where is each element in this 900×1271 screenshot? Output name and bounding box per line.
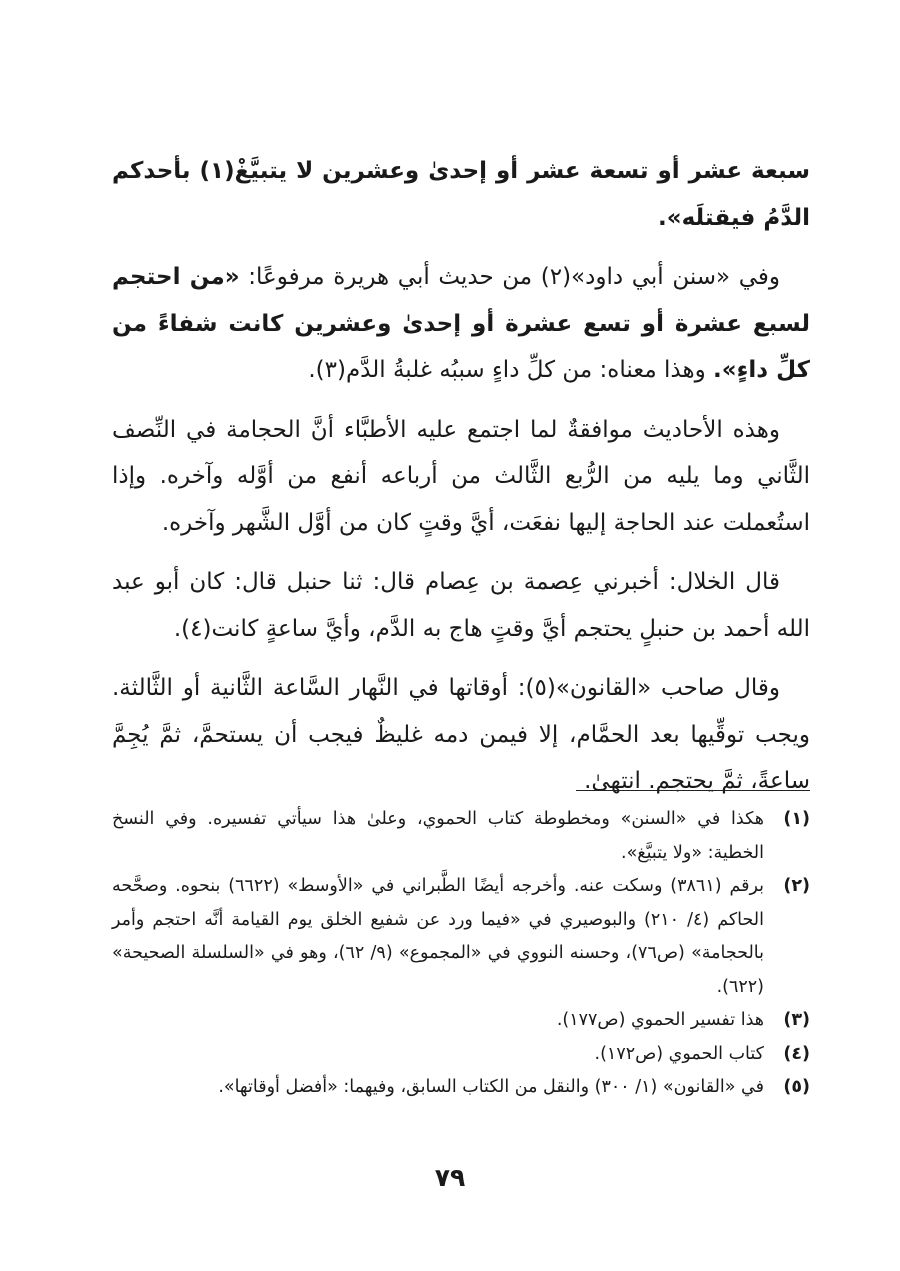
paragraph-3-text: وهذه الأحاديث موافقةٌ لما اجتمع عليه الأطبَّاء أنَّ الحجامة في النِّصف الثَّاني وما يليه من الرُّبع الثَّالث من أرباعه أنفع من أوَّله وآخره. وإذا استُعملت عند الحاجة إليها نفعَت، أيَّ وقتٍ كان من أوَّل الشَّهر وآخره.	[112, 416, 810, 536]
footnote-number: (٥)	[783, 1077, 810, 1097]
footnote-text: كتاب الحموي (ص١٧٢).	[594, 1043, 764, 1064]
paragraph-4-text: قال الخلال: أخبرني عِصمة بن عِصام قال: ثنا حنبل قال: كان أبو عبد الله أحمد بن حنبلٍ يحتجم أيَّ وقتٍ هاج به الدَّم، وأيَّ ساعةٍ كانت(٤).	[112, 569, 810, 642]
footnote-5	[112, 1071, 810, 1105]
paragraph-2-explanation: وهذا معناه: من كلِّ داءٍ سببُه غلبةُ الدَّم(٣).	[308, 357, 714, 383]
paragraph-1: سبعة عشر أو تسعة عشر أو إحدىٰ وعشرين لا يتبيَّغْ(١) بأحدكم الدَّمُ فيقتلَه».	[112, 158, 810, 231]
paragraph-2	[112, 254, 810, 394]
footnote-text: برقم (٣٨٦١) وسكت عنه. وأخرجه أيضًا الطَّبراني في «الأوسط» (٦٦٢٢) بنحوه. وصحَّحه الحاكم (٤/ ٢١٠) والبوصيري في «فيما ورد عن شفيع الخلق يوم القيامة أنَّه احتجم وأمر بالحجامة» (ص٧٦)، وحسنه النووي في «المجموع» (٩/ ٦٢)، وهو في «السلسلة الصحيحة» (٦٢٢).	[112, 876, 764, 997]
footnote-text: هكذا في «السنن» ومخطوطة كتاب الحموي، وعلىٰ هذا سيأتي تفسيره. وفي النسخ الخطية: «ولا يتبيَّغ».	[112, 809, 764, 863]
footnote-3	[112, 1004, 810, 1038]
footnote-separator	[576, 790, 810, 791]
paragraph-5	[112, 665, 810, 805]
footnote-number: (٣)	[783, 1010, 810, 1030]
footnote-number: (٢)	[783, 876, 810, 896]
footnote-number: (١)	[783, 809, 810, 829]
page-number: ٧٩	[434, 1163, 466, 1192]
footnote-number: (٤)	[783, 1043, 810, 1064]
footnote-text: هذا تفسير الحموي (ص١٧٧).	[556, 1010, 764, 1030]
main-text	[112, 148, 810, 818]
footnote-4	[112, 1038, 810, 1072]
paragraph-4	[112, 559, 810, 652]
footnote-1	[112, 803, 810, 870]
paragraph-5-text: وقال صاحب «القانون»(٥): أوقاتها في النَّهار السَّاعة الثَّانية أو الثَّالثة. ويجب توقِّيها بعد الحمَّام، إلا فيمن دمه غليظٌ فيجب أن يستحمَّ، ثمَّ يُجِمَّ ساعةً، ثمَّ يحتجم. انتهىٰ.	[112, 675, 810, 794]
footnotes	[112, 803, 810, 1105]
hadith-quote: «من احتجم لسبع عشرة أو تسع عشرة أو إحدىٰ وعشرين كانت شفاءً من كلِّ داءٍ».	[112, 264, 810, 383]
paragraph-3	[112, 407, 810, 547]
footnote-2	[112, 870, 810, 1004]
paragraph-2-intro: وفي «سنن أبي داود»(٢) من حديث أبي هريرة مرفوعًا:	[239, 264, 781, 290]
footnote-text: في «القانون» (١/ ٣٠٠) والنقل من الكتاب السابق، وفيهما: «أفضل أوقاتها».	[218, 1077, 764, 1097]
